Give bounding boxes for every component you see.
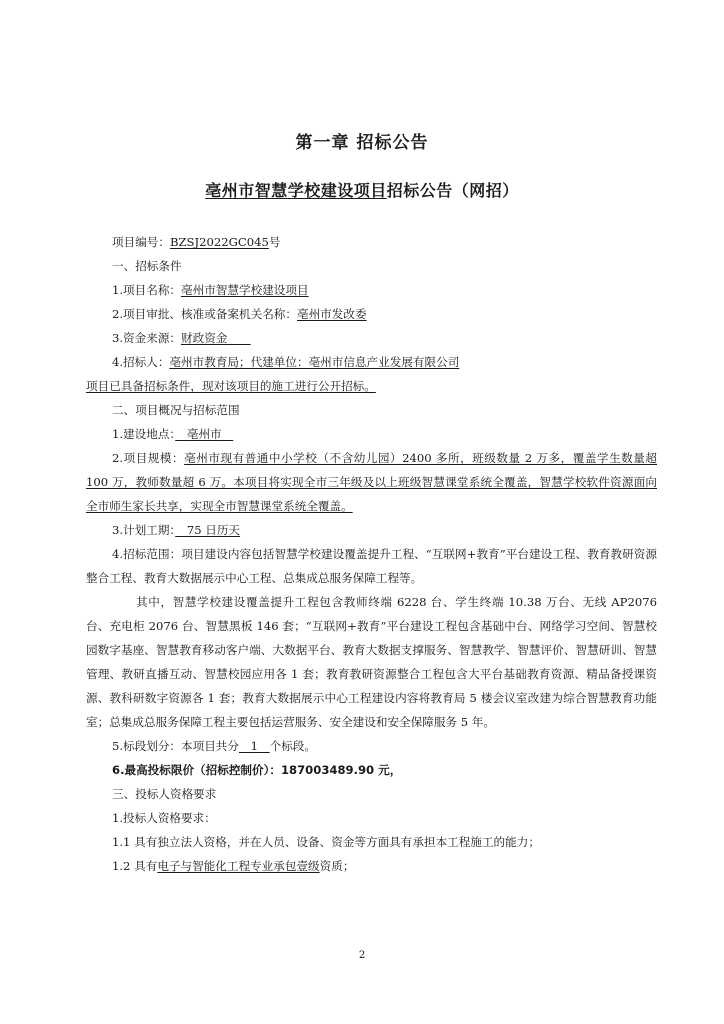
project-title-name: 亳州市智慧学校建设项目 bbox=[205, 181, 387, 200]
project-title-rest: 招标公告（网招） bbox=[386, 181, 519, 200]
list-item bbox=[112, 278, 657, 302]
section-heading: 一、招标条件 bbox=[112, 259, 182, 273]
item-label: 2.项目审批、核准或备案机关名称： bbox=[112, 307, 297, 321]
max-bid-price: 6.最高投标限价（招标控制价）：187003489.90 元， bbox=[112, 763, 402, 777]
section-heading: 二、项目概况与招标范围 bbox=[112, 403, 240, 417]
item-value: 亳州市现有普通中小学校（不含幼儿园）2400 多所，班级数量 2 万多，覆盖学生数量超 100 万，教师数量超 6 万。本项目将实现全市三年级及以上班级智慧课堂系统全覆盖，智慧学校软件资源面向全市师生家长共享，实现全市智慧课堂系统全覆盖。 bbox=[86, 451, 657, 513]
project-number-label: 项目编号： bbox=[112, 235, 170, 249]
item-label: 2.项目规模： bbox=[112, 451, 185, 465]
item-value: 亳州市 bbox=[186, 427, 222, 441]
item-value: 1 bbox=[250, 739, 258, 753]
item-value: 电子与智能化工程专业承包壹级 bbox=[157, 859, 320, 873]
project-number bbox=[112, 230, 657, 254]
list-item bbox=[112, 422, 657, 446]
item-label: 1.项目名称： bbox=[112, 283, 182, 297]
list-item: 1.投标人资格要求： bbox=[112, 811, 216, 825]
item-suffix: 资质； bbox=[319, 859, 355, 873]
paragraph: 其中，智慧学校建设覆盖提升工程包含教师终端 6228 台、学生终端 10.38 万台、无线 AP2076 台、充电柜 2076 台、智慧黑板 146 套；“互联网+教育”平台建设工程包含基础中台、网络学习空间、智慧校园数字基座、智慧教育移动客户端、大数据平台、教育大数据支撑服务、智慧教学、智慧评价、智慧研训、智慧管理、教研直播互动、智慧校园应用各 1 套；教育教研资源整合工程包含大平台基础教育资源、精品备授课资源、教科研数字资源各 1 套；教育大数据展示中心工程建设内容将教育局 5 楼会议室改建为综合智慧教育功能室；总集成总服务保障工程主要包括运营服务、安全建设和安全保障服务 5 年。 bbox=[86, 595, 657, 729]
item-value: 75 日历天 bbox=[186, 523, 241, 537]
list-item bbox=[112, 302, 657, 326]
item-value: 亳州市教育局；代建单位：亳州市信息产业发展有限公司 bbox=[169, 355, 460, 369]
list-item: 1.1 具有独立法人资格，并在人员、设备、资金等方面具有承担本工程施工的能力； bbox=[112, 835, 540, 849]
list-item bbox=[112, 518, 657, 542]
item-label: 4.招标人： bbox=[112, 355, 170, 369]
list-item: 4.招标范围：项目建设内容包括智慧学校建设覆盖提升工程、“互联网+教育”平台建设工程、教育教研资源整合工程、教育大数据展示中心工程、总集成总服务保障工程等。 bbox=[86, 547, 657, 585]
list-item-continuation bbox=[86, 374, 657, 398]
item-suffix: 个标段。 bbox=[269, 739, 316, 753]
item-label: 3.计划工期： bbox=[112, 523, 176, 537]
item-label: 3.资金来源： bbox=[112, 331, 182, 345]
list-item bbox=[112, 734, 657, 758]
list-item bbox=[112, 350, 657, 374]
list-item bbox=[112, 326, 657, 350]
project-number-suffix: 号 bbox=[268, 235, 281, 249]
item-label: 5.标段划分：本项目共分 bbox=[112, 739, 239, 753]
chapter-title: 第一章 招标公告 bbox=[295, 133, 429, 153]
project-number-value: BZSJ2022GC045 bbox=[169, 235, 269, 249]
item-value: 亳州市智慧学校建设项目 bbox=[181, 283, 309, 297]
item-value: 项目已具备招标条件，现对该项目的施工进行公开招标。 bbox=[86, 379, 376, 393]
item-value: 财政资金 bbox=[181, 331, 228, 345]
page-number: 2 bbox=[358, 950, 366, 961]
list-item bbox=[86, 446, 657, 518]
item-value: 亳州市发改委 bbox=[296, 307, 367, 321]
item-label: 1.2 具有 bbox=[112, 859, 158, 873]
project-title bbox=[0, 178, 724, 201]
document-body bbox=[86, 230, 657, 878]
section-heading: 三、投标人资格要求 bbox=[112, 787, 217, 801]
item-label: 1.建设地点： bbox=[112, 427, 176, 441]
list-item bbox=[112, 854, 657, 878]
